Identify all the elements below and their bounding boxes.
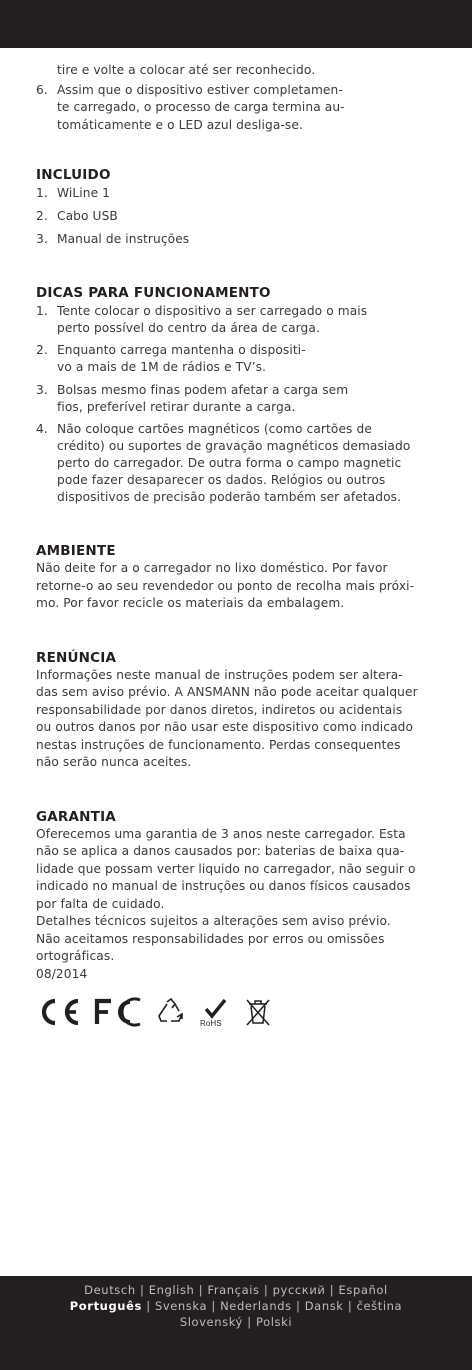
language-link-pt-active[interactable]: Português <box>69 1299 142 1313</box>
paragraph-line: nestas instruções de funcionamento. Perdas consequentes <box>36 737 401 752</box>
language-link-sk[interactable]: Slovenský <box>179 1315 243 1329</box>
separator: | <box>263 1283 273 1297</box>
ambiente-section <box>36 542 436 613</box>
language-link-da[interactable]: Dansk <box>304 1299 344 1313</box>
language-link-de[interactable]: Deutsch <box>84 1283 136 1297</box>
separator: | <box>211 1299 221 1313</box>
garantia-section <box>36 808 436 984</box>
language-row-2 <box>0 1298 472 1314</box>
item-number: 2. <box>36 343 48 357</box>
paragraph-line: indicado no manual de instruções ou danos físicos causados <box>36 879 411 893</box>
separator: | <box>295 1299 305 1313</box>
dicas-section <box>36 284 436 507</box>
rohs-label: RoHS <box>200 1019 222 1027</box>
language-link-pl[interactable]: Polski <box>255 1315 293 1329</box>
item-text-line: Bolsas mesmo finas podem afetar a carga sem <box>57 382 349 397</box>
language-link-nl[interactable]: Nederlands <box>220 1299 292 1313</box>
language-link-en[interactable]: English <box>148 1283 195 1297</box>
paragraph-line: não se aplica a danos causados por: baterias de baixa qua- <box>36 844 405 858</box>
list-item <box>36 382 436 416</box>
section-heading: RENÚNCIA <box>36 649 117 666</box>
separator: | <box>347 1299 357 1313</box>
certification-marks <box>36 997 436 1027</box>
item-number: 3. <box>36 232 48 246</box>
separator: | <box>139 1283 149 1297</box>
item-text-line: pode fazer desaparecer os dados. Relógios ou outros <box>57 473 386 487</box>
list-item <box>36 342 436 376</box>
item-text-line: Assim que o dispositivo estiver completamen- <box>57 82 343 97</box>
section-heading: INCLUIDO <box>36 167 111 183</box>
section-heading: DICAS PARA FUNCIONAMENTO <box>36 284 271 301</box>
list-item <box>36 208 436 226</box>
paragraph-line: das sem aviso prévio. A ANSMANN não pode aceitar qualquer <box>36 685 418 699</box>
top-bar <box>0 0 472 48</box>
renuncia-section <box>36 649 436 772</box>
item-text-line: dispositivos de precisão poderão também ser afetados. <box>57 490 402 504</box>
paragraph-line: mo. Por favor recicle os materiais da embalagem. <box>36 596 345 610</box>
list-item <box>36 421 436 506</box>
item-text-line: perto possível do centro da área de carga. <box>57 320 320 335</box>
paragraph-line: retorne-o ao seu revendedor ou ponto de recolha mais próxi- <box>36 578 415 593</box>
item-text: Cabo USB <box>57 209 118 223</box>
language-row-3 <box>0 1314 472 1330</box>
item-text-line: fios, preferível retirar durante a carga. <box>57 399 296 414</box>
section-heading: GARANTIA <box>36 808 116 825</box>
intro-tail-line: tire e volte a colocar até ser reconhecido. <box>57 63 316 77</box>
section-heading: AMBIENTE <box>36 543 116 559</box>
paragraph-line: responsabilidade por danos diretos, indiretos ou acidentais <box>36 702 403 717</box>
item-text-line: Não coloque cartões magnéticos (como cartões de <box>57 422 372 436</box>
incluido-list <box>36 185 436 249</box>
item-number: 1. <box>36 303 48 318</box>
fcc-mark-icon <box>94 997 144 1027</box>
ce-mark-icon <box>36 997 82 1027</box>
dicas-list <box>36 303 436 507</box>
item-number: 1. <box>36 186 48 200</box>
item-text-line: crédito) ou suportes de gravação magnéticos demasiado <box>57 439 411 453</box>
paragraph-line: lidade que possam verter liquido no carregador, não seguir o <box>36 861 416 876</box>
separator: | <box>247 1315 256 1329</box>
item-text-line: te carregado, o processo de carga termina au- <box>57 100 345 114</box>
item-number: 3. <box>36 382 48 397</box>
language-link-cs[interactable]: čeština <box>356 1299 403 1313</box>
language-link-ru[interactable]: русский <box>272 1283 326 1297</box>
item-text-line: tomáticamente e o LED azul desliga-se. <box>57 117 303 132</box>
paragraph-line: Detalhes técnicos sujeitos a alterações sem aviso prévio. <box>36 914 391 928</box>
language-link-es[interactable]: Español <box>338 1283 388 1297</box>
list-item <box>36 303 436 337</box>
separator: | <box>146 1299 155 1313</box>
item-number: 4. <box>36 422 48 436</box>
paragraph-line: Não deite for a o carregador no lixo doméstico. Por favor <box>36 561 388 575</box>
list-item <box>36 82 436 135</box>
item-text-line: vo a mais de 1M de rádios e TV’s. <box>57 360 267 374</box>
language-link-fr[interactable]: Français <box>207 1283 260 1297</box>
item-text-line: Enquanto carrega mantenha o dispositi- <box>57 343 306 357</box>
item-text-line: Tente colocar o dispositivo a ser carregado o mais <box>57 303 368 318</box>
item-text-line: perto do carregador. De outra forma o campo magnetic <box>57 456 402 470</box>
list-item <box>36 185 436 203</box>
date-line: 08/2014 <box>36 966 88 981</box>
paragraph-line: ou outros danos por não usar este dispositivo como indicado <box>36 720 414 734</box>
list-item <box>36 231 436 249</box>
intro-section <box>36 62 436 134</box>
paragraph-line: Oferecemos uma garantia de 3 anos neste carregador. Esta <box>36 826 406 841</box>
paragraph-line: Informações neste manual de instruções podem ser altera- <box>36 667 403 682</box>
incluido-section <box>36 166 436 249</box>
language-row-1 <box>0 1282 472 1298</box>
separator: | <box>329 1283 339 1297</box>
item-number: 6. <box>36 82 48 97</box>
page-content <box>36 62 436 1027</box>
language-link-sv[interactable]: Svenska <box>154 1299 208 1313</box>
paragraph-line: ortográficas. <box>36 949 115 963</box>
item-number: 2. <box>36 209 48 223</box>
paragraph-line: Não aceitamos responsabilidades por erros ou omissões <box>36 931 385 946</box>
separator: | <box>198 1283 208 1297</box>
item-text: WiLine 1 <box>57 186 110 200</box>
weee-bin-icon <box>244 997 272 1027</box>
rohs-mark-icon <box>198 997 232 1027</box>
paragraph-line: não serão nunca aceites. <box>36 755 192 769</box>
recycle-icon <box>156 997 186 1027</box>
language-footer <box>0 1276 472 1370</box>
paragraph-line: por falta de cuidado. <box>36 896 165 911</box>
item-text: Manual de instruções <box>57 232 190 246</box>
